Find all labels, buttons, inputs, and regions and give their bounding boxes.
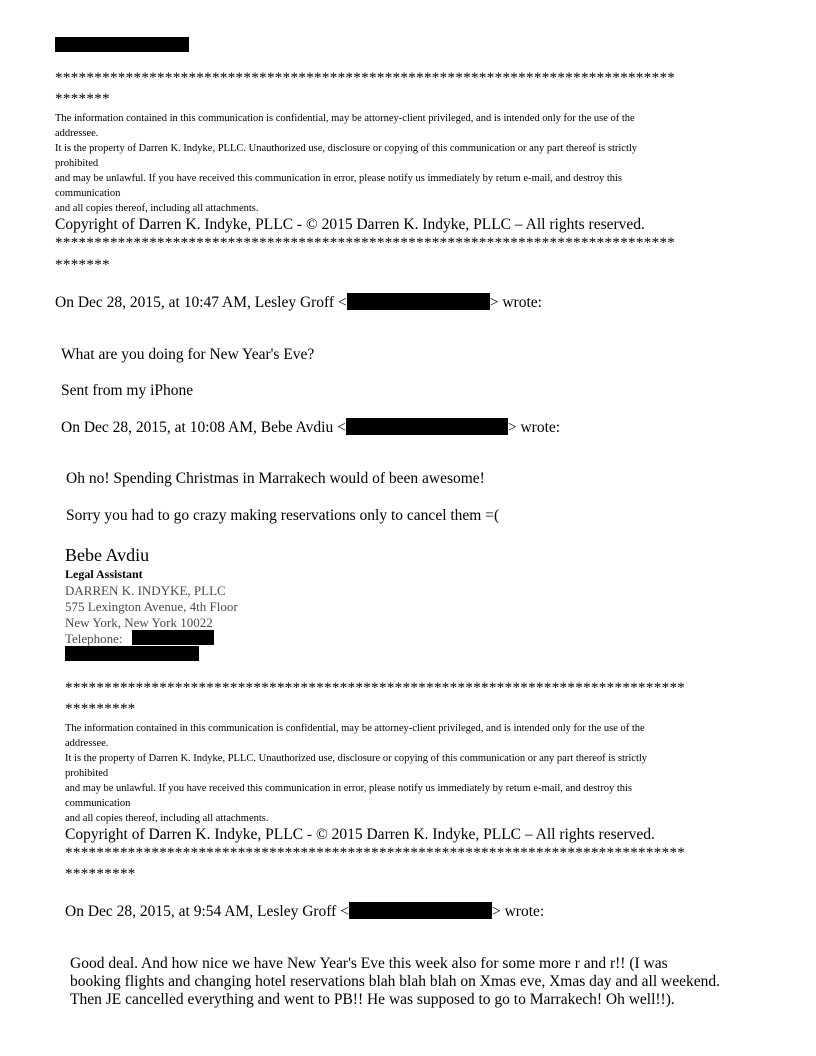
quote-header-suffix: > wrote: [491,903,545,920]
redacted-signature-line [65,646,199,661]
signature-telephone-label: Telephone: [65,631,123,646]
signature-firm: DARREN K. INDYKE, PLLC [65,583,226,598]
signature-address-line: New York, New York 10022 [65,615,213,630]
redacted-email [346,418,508,435]
separator-stars: ********* [65,866,136,882]
disclaimer-line: communication [55,188,121,199]
message-body-line: Oh no! Spending Christmas in Marrakech would of been awesome! [66,470,485,487]
message-body-line: What are you doing for New Year's Eve? [61,346,315,363]
copyright-line: Copyright of Darren K. Indyke, PLLC - © 2015 Darren K. Indyke, PLLC – All rights reserved. [55,216,645,233]
disclaimer-line: and may be unlawful. If you have received this communication in error, please notify us immediately by return e-mail, and destroy this [55,173,622,184]
message-body [70,955,720,1009]
redacted-email [347,293,490,310]
signature-name: Bebe Avdiu [65,545,150,565]
message-body-line: Good deal. And how nice we have New Year's Eve this week also for some more r and r!! (I was [70,955,668,972]
signature-title: Legal Assistant [65,567,143,581]
disclaimer-line: prohibited [65,768,109,779]
message-body-line: Sent from my iPhone [61,382,194,399]
redacted-telephone [132,630,214,645]
quote-header-text: On Dec 28, 2015, at 9:54 AM, Lesley Groff < [65,903,349,920]
disclaimer-text [55,111,755,216]
separator-stars: ******************************************************************************* [55,70,676,86]
disclaimer-line: communication [65,798,131,809]
disclaimer-text [65,721,765,826]
quote-header [61,418,560,438]
disclaimer-line: addressee. [55,128,99,139]
disclaimer-line: The information contained in this communication is confidential, may be attorney-client privileged, and is intended only for the use of the [65,723,645,734]
disclaimer-line: and may be unlawful. If you have received this communication in error, please notify us immediately by return e-mail, and destroy this [65,783,632,794]
redaction-block-top [55,37,189,52]
separator-stars: ******************************************************************************* [65,680,686,696]
separator-stars: ******************************************************************************* [55,235,676,251]
message-body-line: Then JE cancelled everything and went to PB!! He was supposed to go to Marrakech! Oh well!!). [70,991,675,1008]
quote-header-text: On Dec 28, 2015, at 10:47 AM, Lesley Groff < [55,294,347,311]
message-body-line: Sorry you had to go crazy making reservations only to cancel them =( [66,507,500,524]
quote-header [55,293,542,313]
quote-header-text: On Dec 28, 2015, at 10:08 AM, Bebe Avdiu < [61,419,346,436]
signature-address-line: 575 Lexington Avenue, 4th Floor [65,599,238,614]
quote-header [65,902,544,922]
copyright-line: Copyright of Darren K. Indyke, PLLC - © 2015 Darren K. Indyke, PLLC – All rights reserved. [65,826,655,843]
separator-stars: ********* [65,701,136,717]
quote-header-suffix: > wrote: [507,419,561,436]
separator-stars: ******************************************************************************* [65,845,686,861]
disclaimer-line: It is the property of Darren K. Indyke, PLLC. Unauthorized use, disclosure or copying of this communication or any part thereof is strictly [55,143,638,154]
redacted-email [349,902,492,919]
disclaimer-line: and all copies thereof, including all attachments. [55,203,259,214]
quote-header-suffix: > wrote: [489,294,542,311]
separator-stars: ******* [55,91,110,107]
disclaimer-line: addressee. [65,738,109,749]
message-body-line: booking flights and changing hotel reservations blah blah blah on Xmas eve, Xmas day and all weekend. [70,973,720,990]
disclaimer-line: It is the property of Darren K. Indyke, PLLC. Unauthorized use, disclosure or copying of this communication or any part thereof is strictly [65,753,648,764]
disclaimer-line: prohibited [55,158,99,169]
separator-stars: ******* [55,257,110,273]
disclaimer-line: and all copies thereof, including all attachments. [65,813,269,824]
disclaimer-line: The information contained in this communication is confidential, may be attorney-client privileged, and is intended only for the use of the [55,113,635,124]
